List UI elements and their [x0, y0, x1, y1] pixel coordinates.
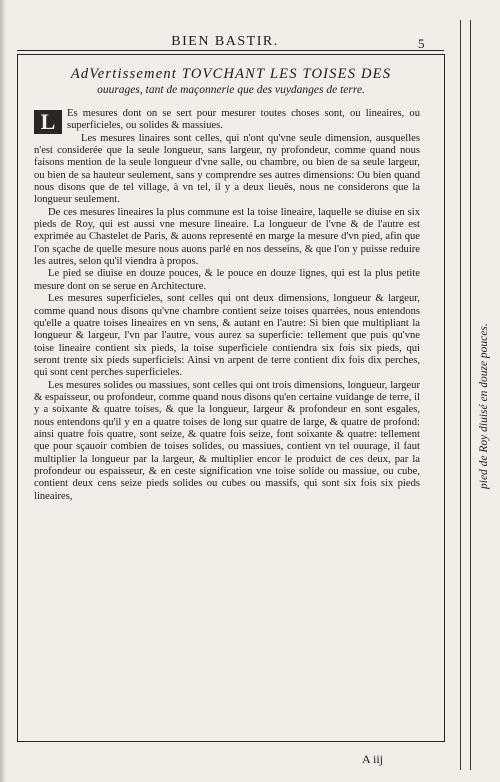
- margin-rule-right: [470, 20, 471, 770]
- signature-mark: A iij: [362, 752, 384, 766]
- margin-rule-left: [460, 20, 461, 770]
- margin-note: pied de Roy diuisé en douze pouces.: [478, 323, 490, 489]
- section-title-line-1: AdVertissement TOVCHANT LES TOISES DES: [70, 66, 392, 82]
- section-title: [26, 66, 436, 97]
- paragraph-2: Les mesures linaires sont celles, qui n'ont qu'vne seule dimension, ausquelles n'est considerée que la seule longueur, sans largeur, ny profondeur, comme quand nous faisons mention de la seule longueur d'vne salle, ou chambre, ou bien de sa seule largeur, ou bien de sa hauteur seulement, sans y comprendre ses autres dimensions: Ou bien quand nous disons que de tel village, à vn tel, il y a deux lieuës, nous ne considerons que la longueur seulement.: [34, 132, 420, 206]
- body-text: [34, 108, 420, 503]
- section-title-line-2: ouurages, tant de maçonnerie que des vuydanges de terre.: [97, 84, 365, 96]
- paragraph-1: [34, 108, 420, 133]
- paragraph-6: Les mesures solides ou massiues, sont celles qui ont trois dimensions, longueur, largeur & espaisseur, ou profondeur, comme quand nous disons qu'en certaine vuidange de terre, il y a soixante & quatre toises, & que la longueur, largeur & profondeur en sont esgales, nous entendons qu'il y en a quatre toises de long sur quatre de large, & quatre de profond: ainsi quatre fois quatre, sont seize, & quatre fois seize, font soixante & quatre: tellement que pour sçauoir combien de toises solides, ou massiues, contient vn tel ouurage, il faut multiplier la longueur par la largeur, & multiplier encor le produict de ces deux, par la profondeur ou espaisseur, & en ceste signification vne toise solide ou massiue, ou cube, contient deux cens seize pieds solides ou cubes ou massifs, qui sont six fois six pieds lineaires,: [34, 379, 420, 502]
- paragraph-4: Le pied se diuise en douze pouces, & le pouce en douze lignes, qui est la plus petite mesure dont on se serue en Architecture.: [34, 268, 420, 292]
- paragraph-5: Les mesures superficieles, sont celles qui ont deux dimensions, longueur & largeur, comme quand nous disons qu'vne chambre contient seize toises quarrées, nous entendons qu'elle a quatre toises lineaires en vn sens, & autant en l'autre: Si bien que multipliant la longueur & largeur, l'vn par l'autre, vous aurez sa superficie: tellement que puis qu'vne toise lineaire contient six pieds, la toise superficiele contiendra six fois six pieds, qui seront trente six pieds superficiels: Ainsi vn arpent de terre contient dix fois dix perches, qui sont cent perches superficieles.: [34, 293, 420, 379]
- paragraph-3: De ces mesures lineaires la plus commune est la toise lineaire, laquelle se diuise en six pieds de Roy, qui est aussi vne mesure lineaire. La longueur de l'vne & de l'autre est exprimée au Chastelet de Paris, & auons representé en marge la mesure d'vn pied, afin que l'on sçache de quelle mesure nous auons parlé en nos desseins, & que l'on y puisse reduire les autres, selon qu'il viendra à propos.: [34, 206, 420, 268]
- paragraph-1-text: Es mesures dont on se sert pour mesurer toutes choses sont, ou lineaires, ou superficieles, ou solides & massiues.: [67, 108, 420, 132]
- running-head: BIEN BASTIR.: [171, 34, 279, 49]
- header-rule: [17, 50, 444, 51]
- dropcap-initial: L: [34, 110, 62, 134]
- page-number: 5: [418, 36, 425, 51]
- page-gutter-shadow: [0, 0, 6, 782]
